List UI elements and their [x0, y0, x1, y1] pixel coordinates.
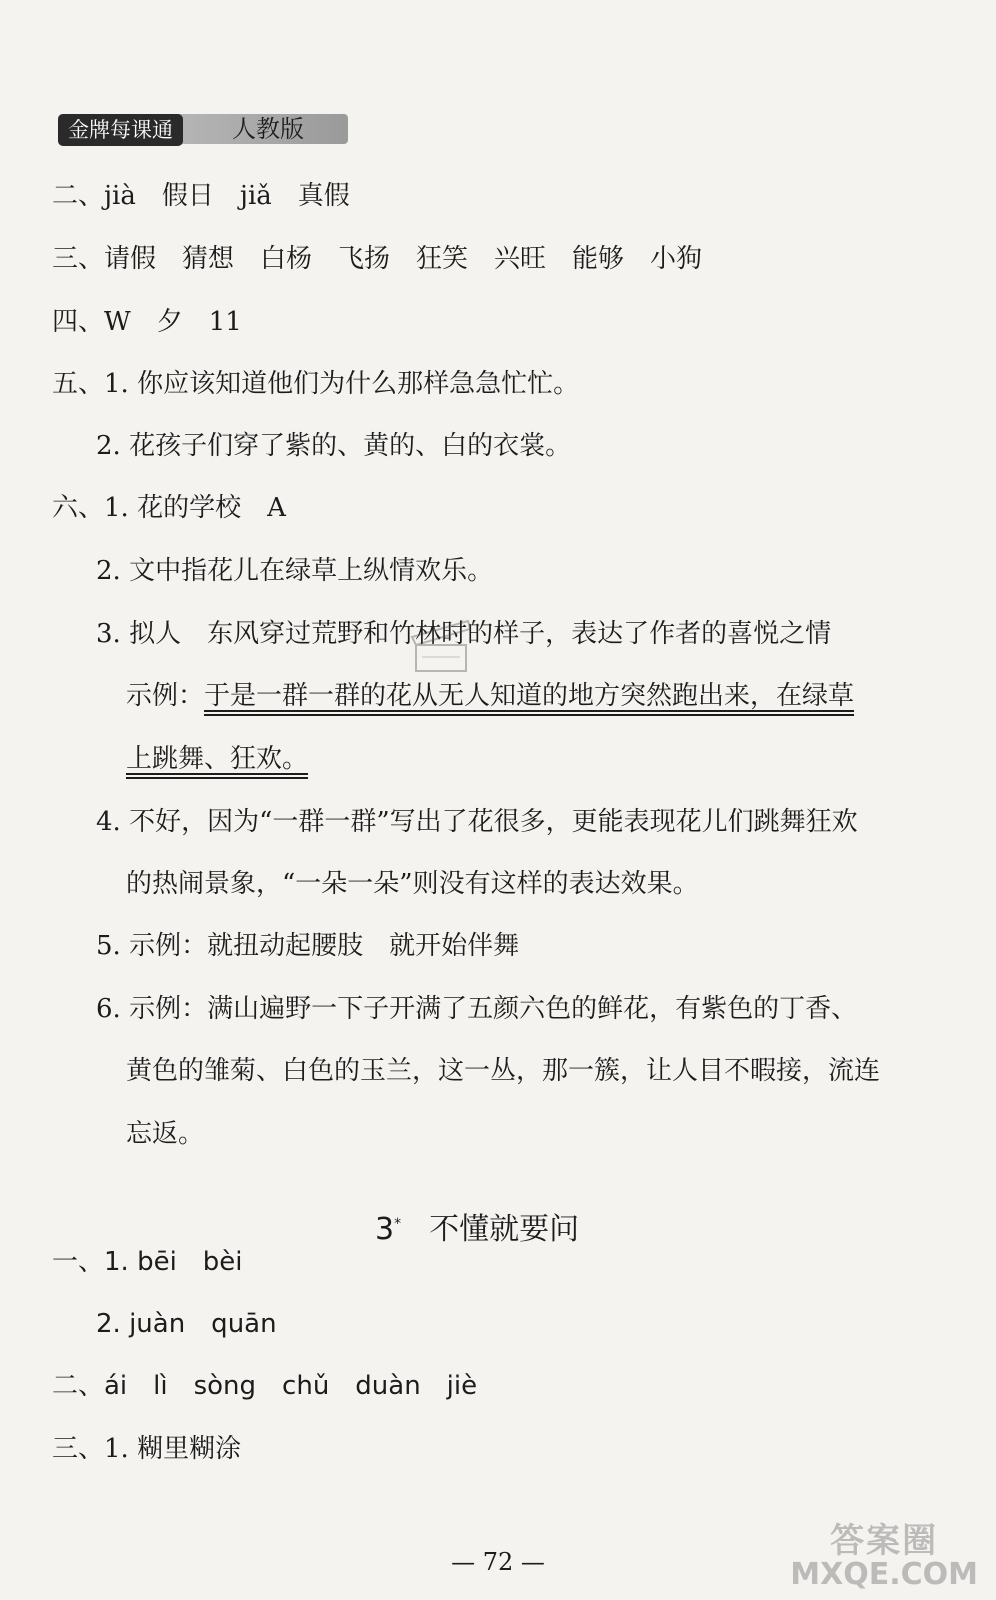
answer-line: 一、1. bēi bèi — [52, 1247, 243, 1277]
answer-line: 忘返。 — [126, 1119, 205, 1149]
section-title — [375, 1204, 579, 1250]
section-number: 3 — [375, 1212, 395, 1247]
answer-line: 6. 示例：满山遍野一下子开满了五颜六色的鲜花，有紫色的丁香、 — [96, 994, 858, 1024]
answer-line: 2. 花孩子们穿了紫的、黄的、白的衣裳。 — [96, 431, 572, 461]
section-mark: * — [394, 1216, 402, 1232]
example-label: 示例： — [126, 681, 205, 711]
answer-line: 2. juàn quān — [96, 1309, 277, 1339]
answer-line — [126, 678, 854, 714]
answer-line: 六、1. 花的学校 A — [52, 493, 286, 523]
watermark-bottom: MXQE.COM — [790, 1557, 978, 1592]
page-number: — 72 — — [451, 1548, 545, 1576]
answer-line: 黄色的雏菊、白色的玉兰，这一丛，那一簇，让人目不暇接，流连 — [126, 1056, 881, 1086]
section-heading: 不懂就要问 — [429, 1212, 580, 1247]
answer-line: 4. 不好，因为“一群一群”写出了花很多，更能表现花儿们跳舞狂欢 — [96, 807, 858, 837]
answer-line: 5. 示例：就扭动起腰肢 就开始伴舞 — [96, 931, 520, 961]
stamp-icon — [408, 617, 474, 675]
watermark — [790, 1521, 978, 1592]
answer-line: 二、jià 假日 jiǎ 真假 — [52, 181, 350, 211]
underlined-text: 于是一群一群的花从无人知道的地方突然跑出来，在绿草 — [204, 681, 855, 711]
underlined-text: 上跳舞、狂欢。 — [126, 744, 309, 774]
answer-line: 三、1. 糊里糊涂 — [52, 1434, 242, 1464]
watermark-top: 答案圈 — [830, 1521, 939, 1561]
edition-label: 人教版 — [232, 115, 304, 143]
answer-line: 3. 拟人 东风穿过荒野和竹林时的样子，表达了作者的喜悦之情 — [96, 619, 832, 649]
answer-line: 四、W 夕 11 — [52, 307, 242, 337]
answer-line: 五、1. 你应该知道他们为什么那样急急忙忙。 — [52, 369, 580, 399]
brand-label: 金牌每课通 — [58, 114, 183, 146]
answer-line: 三、请假 猜想 白杨 飞扬 狂笑 兴旺 能够 小狗 — [52, 244, 703, 274]
answer-line: 二、ái lì sòng chǔ duàn jiè — [52, 1371, 478, 1401]
answer-line: 的热闹景象，“一朵一朵”则没有这样的表达效果。 — [126, 869, 699, 899]
answer-line: 2. 文中指花儿在绿草上纵情欢乐。 — [96, 556, 494, 586]
